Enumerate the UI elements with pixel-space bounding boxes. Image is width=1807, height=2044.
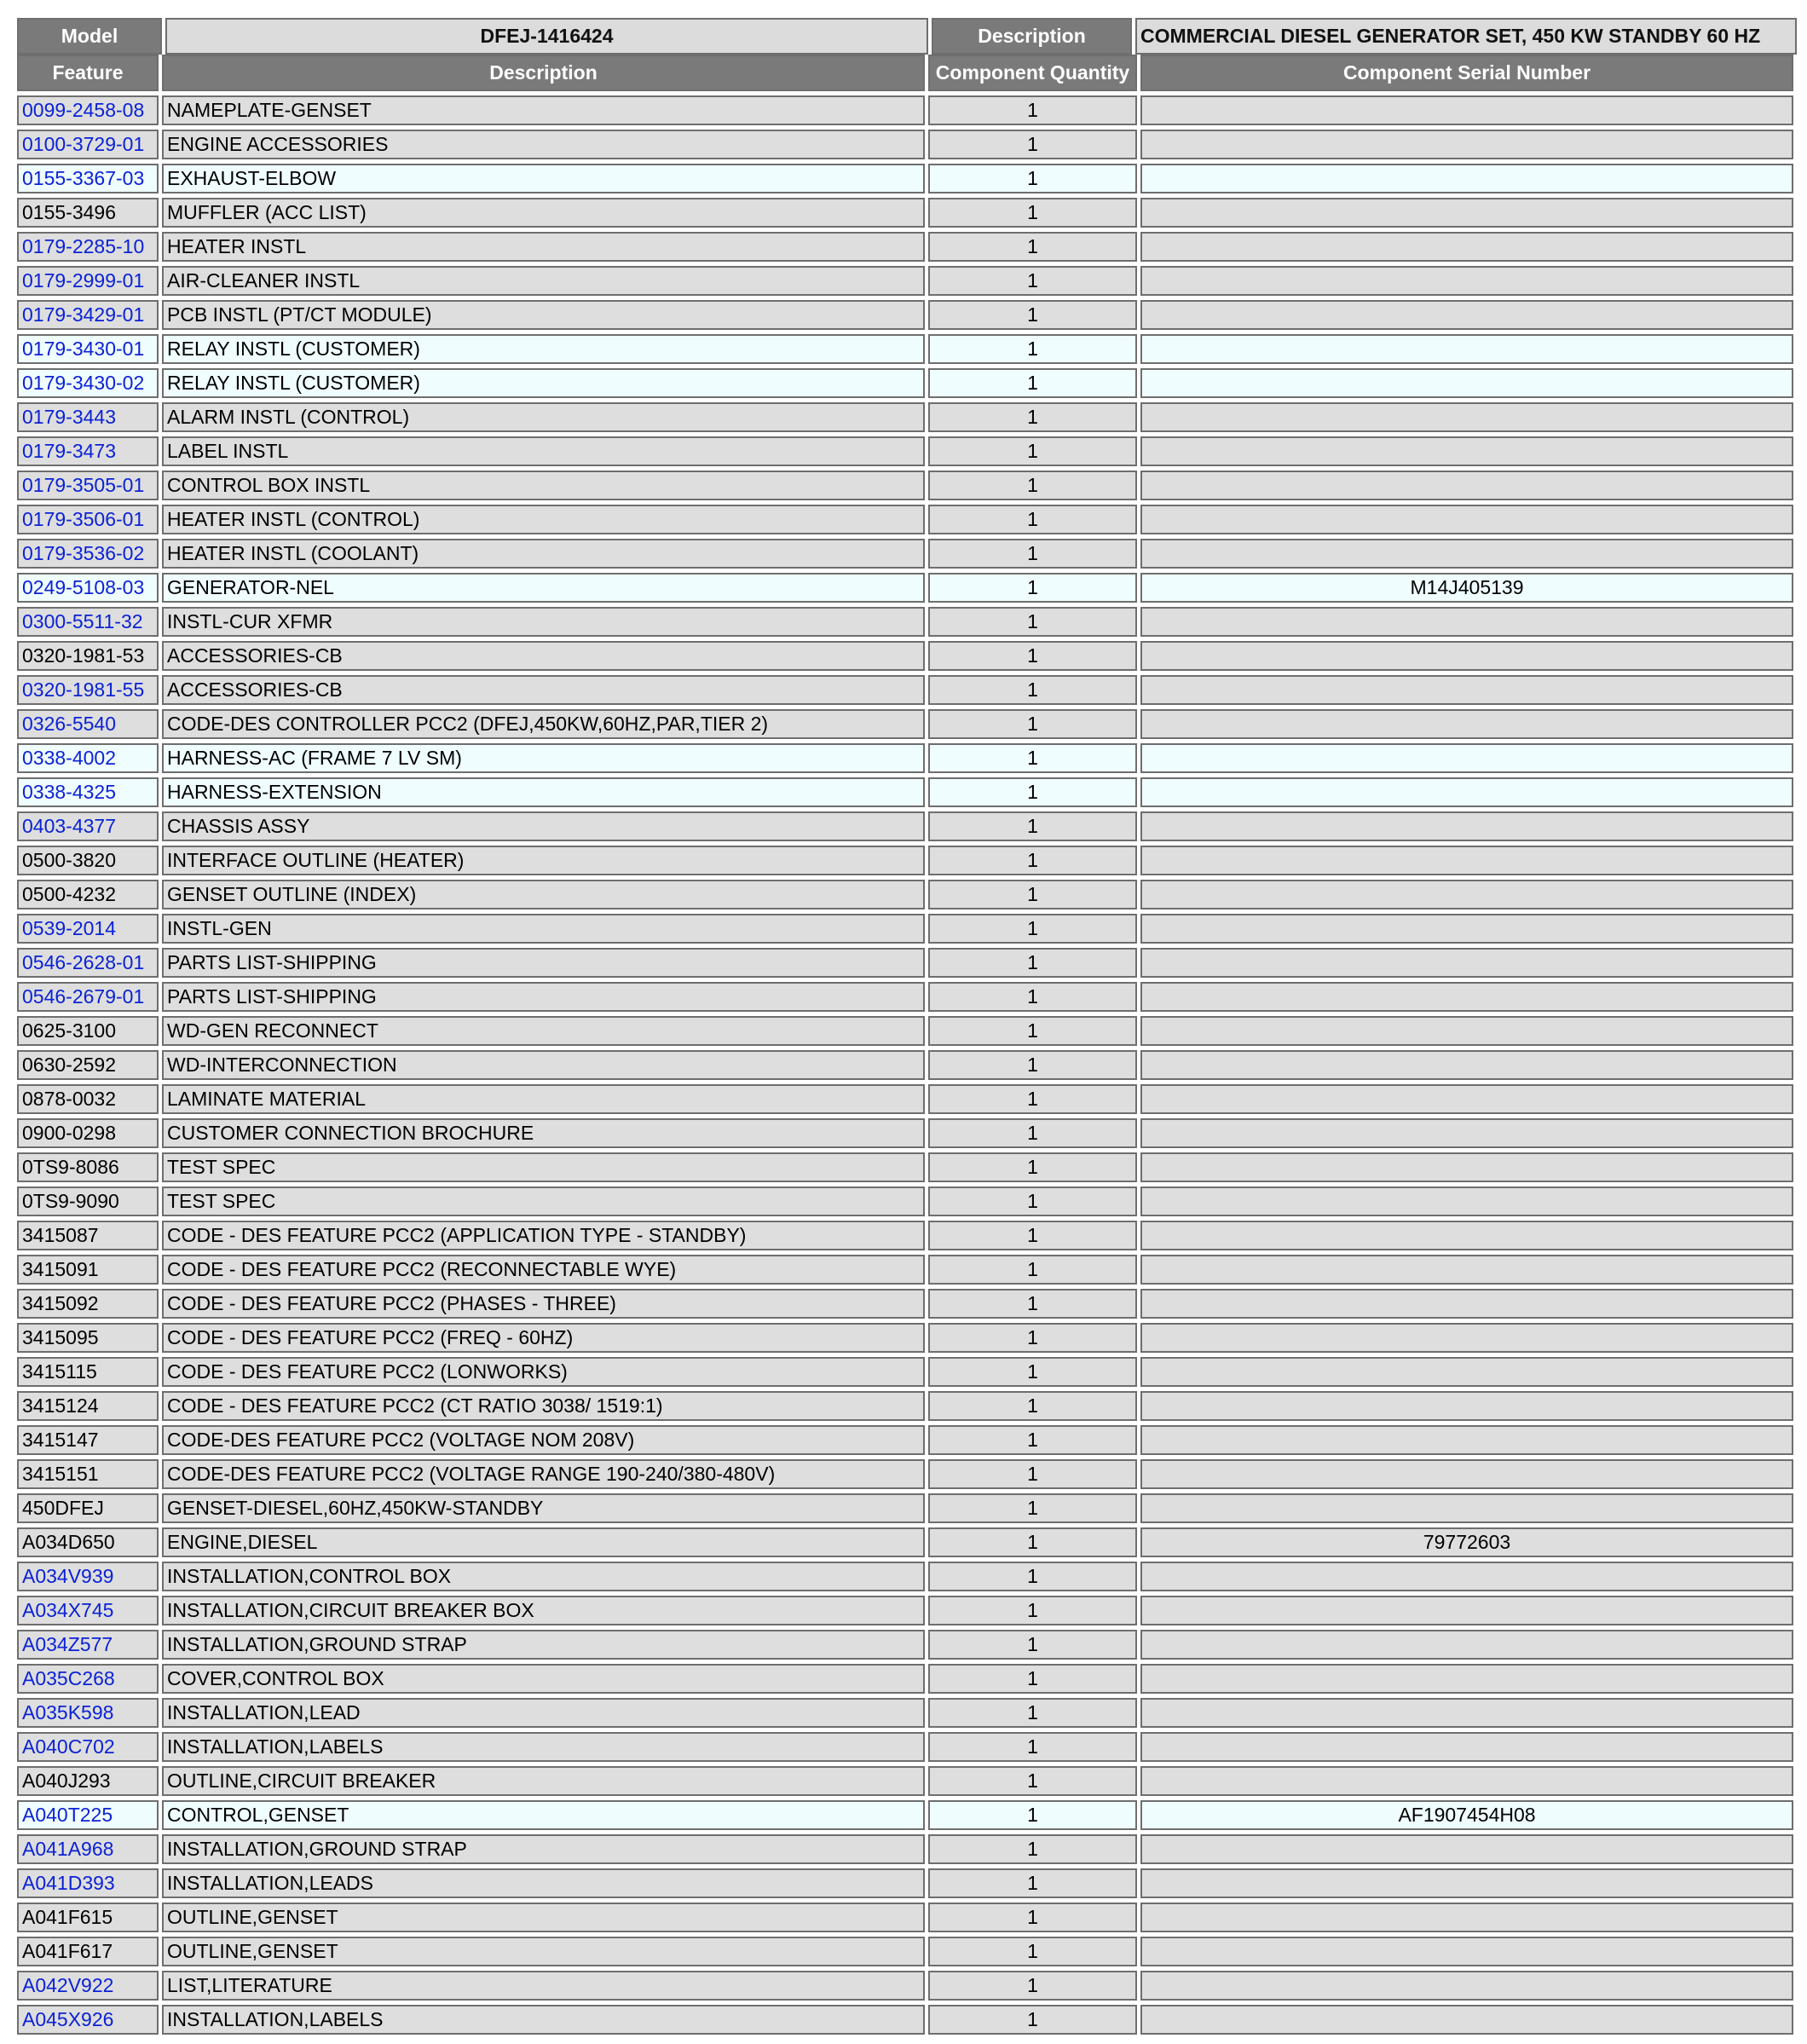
serial-number-cell	[1140, 368, 1793, 398]
feature-code: 450DFEJ	[17, 1493, 159, 1523]
description-cell: HEATER INSTL	[162, 232, 925, 262]
serial-number-cell	[1140, 982, 1793, 1012]
feature-code: A040J293	[17, 1766, 159, 1796]
quantity-cell: 1	[928, 402, 1137, 432]
feature-link[interactable]: 0179-3443	[17, 402, 159, 432]
description-cell: INSTL-CUR XFMR	[162, 607, 925, 637]
feature-code: A041F615	[17, 1903, 159, 1932]
serial-number-cell	[1140, 880, 1793, 909]
quantity-cell: 1	[928, 1698, 1137, 1728]
serial-number-cell	[1140, 641, 1793, 671]
feature-code: 3415087	[17, 1221, 159, 1250]
feature-link[interactable]: A041D393	[17, 1868, 159, 1898]
serial-number-cell	[1140, 948, 1793, 978]
description-cell: OUTLINE,GENSET	[162, 1937, 925, 1966]
description-value: COMMERCIAL DIESEL GENERATOR SET, 450 KW STANDBY 60 HZ	[1135, 18, 1797, 55]
description-cell: HEATER INSTL (COOLANT)	[162, 539, 925, 569]
quantity-cell: 1	[928, 1323, 1137, 1353]
description-cell: INSTALLATION,LABELS	[162, 1732, 925, 1762]
feature-link[interactable]: A040C702	[17, 1732, 159, 1762]
description-cell: EXHAUST-ELBOW	[162, 164, 925, 193]
table-row	[17, 1971, 1793, 2001]
quantity-cell: 1	[928, 1732, 1137, 1762]
feature-column-header: Feature	[17, 55, 159, 91]
feature-code: 3415091	[17, 1255, 159, 1285]
feature-link[interactable]: 0179-2999-01	[17, 266, 159, 296]
description-cell: CODE - DES FEATURE PCC2 (CT RATIO 3038/ 1519:1)	[162, 1391, 925, 1421]
serial-number-cell: 79772603	[1140, 1527, 1793, 1557]
table-row	[17, 1425, 1793, 1455]
quantity-cell: 1	[928, 95, 1137, 125]
description-cell: GENSET-DIESEL,60HZ,450KW-STANDBY	[162, 1493, 925, 1523]
table-row	[17, 334, 1793, 364]
feature-link[interactable]: A040T225	[17, 1800, 159, 1830]
description-cell: ALARM INSTL (CONTROL)	[162, 402, 925, 432]
table-row	[17, 880, 1793, 909]
parts-table	[14, 50, 1797, 2039]
quantity-cell: 1	[928, 743, 1137, 773]
description-cell: INSTL-GEN	[162, 914, 925, 944]
feature-code: 0630-2592	[17, 1050, 159, 1080]
feature-code: 0625-3100	[17, 1016, 159, 1046]
table-row	[17, 300, 1793, 330]
quantity-cell: 1	[928, 1834, 1137, 1864]
quantity-cell: 1	[928, 1016, 1137, 1046]
table-row	[17, 95, 1793, 125]
quantity-cell: 1	[928, 368, 1137, 398]
serial-number-cell	[1140, 709, 1793, 739]
feature-link[interactable]: A034X745	[17, 1596, 159, 1625]
quantity-cell: 1	[928, 1289, 1137, 1319]
table-row	[17, 1187, 1793, 1216]
description-cell: CODE-DES CONTROLLER PCC2 (DFEJ,450KW,60HZ,PAR,TIER 2)	[162, 709, 925, 739]
description-cell: NAMEPLATE-GENSET	[162, 95, 925, 125]
table-row	[17, 811, 1793, 841]
quantity-cell: 1	[928, 1459, 1137, 1489]
feature-code: 0878-0032	[17, 1084, 159, 1114]
serial-number-cell	[1140, 232, 1793, 262]
description-cell: CODE-DES FEATURE PCC2 (VOLTAGE NOM 208V)	[162, 1425, 925, 1455]
description-cell: LAMINATE MATERIAL	[162, 1084, 925, 1114]
table-row	[17, 539, 1793, 569]
feature-link[interactable]: 0179-3506-01	[17, 505, 159, 534]
description-cell: WD-GEN RECONNECT	[162, 1016, 925, 1046]
quantity-cell: 1	[928, 436, 1137, 466]
description-cell: CODE - DES FEATURE PCC2 (LONWORKS)	[162, 1357, 925, 1387]
description-cell: AIR-CLEANER INSTL	[162, 266, 925, 296]
table-row	[17, 1357, 1793, 1387]
model-label: Model	[17, 18, 162, 55]
quantity-cell: 1	[928, 1971, 1137, 2001]
table-row	[17, 1255, 1793, 1285]
serial-number-cell	[1140, 1903, 1793, 1932]
column-header-row	[17, 55, 1793, 91]
feature-code: 0TS9-8086	[17, 1152, 159, 1182]
quantity-cell: 1	[928, 1903, 1137, 1932]
feature-link[interactable]: 0546-2679-01	[17, 982, 159, 1012]
quantity-cell: 1	[928, 1084, 1137, 1114]
feature-link[interactable]: A035C268	[17, 1664, 159, 1694]
table-row	[17, 505, 1793, 534]
feature-link[interactable]: 0099-2458-08	[17, 95, 159, 125]
description-cell: COVER,CONTROL BOX	[162, 1664, 925, 1694]
quantity-cell: 1	[928, 1152, 1137, 1182]
feature-code: A034D650	[17, 1527, 159, 1557]
description-cell: CONTROL,GENSET	[162, 1800, 925, 1830]
serial-number-cell	[1140, 811, 1793, 841]
table-row	[17, 1289, 1793, 1319]
description-cell: HARNESS-EXTENSION	[162, 777, 925, 807]
description-cell: ENGINE ACCESSORIES	[162, 130, 925, 159]
description-cell: MUFFLER (ACC LIST)	[162, 198, 925, 228]
serial-number-cell	[1140, 1630, 1793, 1660]
description-cell: GENERATOR-NEL	[162, 573, 925, 603]
quantity-cell: 1	[928, 1493, 1137, 1523]
feature-code: 0900-0298	[17, 1118, 159, 1148]
quantity-cell: 1	[928, 1187, 1137, 1216]
serial-number-cell	[1140, 743, 1793, 773]
quantity-cell: 1	[928, 982, 1137, 1012]
serial-number-cell	[1140, 1050, 1793, 1080]
serial-number-cell	[1140, 164, 1793, 193]
feature-link[interactable]: 0326-5540	[17, 709, 159, 739]
table-row	[17, 1562, 1793, 1591]
serial-number-cell	[1140, 2005, 1793, 2035]
table-row	[17, 1323, 1793, 1353]
table-row	[17, 709, 1793, 739]
feature-link[interactable]: 0155-3367-03	[17, 164, 159, 193]
quantity-cell: 1	[928, 1527, 1137, 1557]
table-row	[17, 436, 1793, 466]
serial-number-cell	[1140, 334, 1793, 364]
table-row	[17, 1118, 1793, 1148]
quantity-cell: 1	[928, 607, 1137, 637]
serial-number-cell	[1140, 1868, 1793, 1898]
feature-link[interactable]: 0179-3473	[17, 436, 159, 466]
serial-number-cell	[1140, 1323, 1793, 1353]
table-row	[17, 1630, 1793, 1660]
quantity-cell: 1	[928, 811, 1137, 841]
quantity-cell: 1	[928, 232, 1137, 262]
serial-number-cell	[1140, 402, 1793, 432]
quantity-cell: 1	[928, 1562, 1137, 1591]
table-row	[17, 1868, 1793, 1898]
quantity-cell: 1	[928, 573, 1137, 603]
table-row	[17, 607, 1793, 637]
feature-link[interactable]: 0539-2014	[17, 914, 159, 944]
table-row	[17, 198, 1793, 228]
serial-number-cell	[1140, 1732, 1793, 1762]
serial-number-cell	[1140, 1255, 1793, 1285]
description-cell: TEST SPEC	[162, 1187, 925, 1216]
feature-code: 0TS9-9090	[17, 1187, 159, 1216]
quantity-cell: 1	[928, 300, 1137, 330]
serial-number-cell	[1140, 1766, 1793, 1796]
table-row	[17, 1834, 1793, 1864]
serial-number-cell: AF1907454H08	[1140, 1800, 1793, 1830]
feature-link[interactable]: 0179-3430-01	[17, 334, 159, 364]
description-cell: INTERFACE OUTLINE (HEATER)	[162, 846, 925, 875]
table-row	[17, 641, 1793, 671]
serial-number-cell	[1140, 1357, 1793, 1387]
serial-number-cell	[1140, 1084, 1793, 1114]
serial-number-cell	[1140, 777, 1793, 807]
quantity-cell: 1	[928, 1630, 1137, 1660]
table-row	[17, 232, 1793, 262]
table-row	[17, 1664, 1793, 1694]
feature-link[interactable]: 0338-4325	[17, 777, 159, 807]
description-cell: HEATER INSTL (CONTROL)	[162, 505, 925, 534]
quantity-cell: 1	[928, 1357, 1137, 1387]
feature-link[interactable]: 0179-2285-10	[17, 232, 159, 262]
description-cell: LABEL INSTL	[162, 436, 925, 466]
description-cell: PARTS LIST-SHIPPING	[162, 982, 925, 1012]
model-header-row	[17, 18, 1797, 55]
description-cell: OUTLINE,CIRCUIT BREAKER	[162, 1766, 925, 1796]
quantity-cell: 1	[928, 1255, 1137, 1285]
quantity-cell: 1	[928, 1221, 1137, 1250]
description-cell: CODE - DES FEATURE PCC2 (PHASES - THREE)	[162, 1289, 925, 1319]
table-row	[17, 1016, 1793, 1046]
table-row	[17, 471, 1793, 500]
description-cell: INSTALLATION,LEADS	[162, 1868, 925, 1898]
quantity-cell: 1	[928, 164, 1137, 193]
description-cell: INSTALLATION,CIRCUIT BREAKER BOX	[162, 1596, 925, 1625]
table-row	[17, 1527, 1793, 1557]
feature-link[interactable]: 0403-4377	[17, 811, 159, 841]
feature-code: 0500-4232	[17, 880, 159, 909]
quantity-cell: 1	[928, 948, 1137, 978]
serial-number-cell	[1140, 1562, 1793, 1591]
table-row	[17, 1221, 1793, 1250]
description-cell: PARTS LIST-SHIPPING	[162, 948, 925, 978]
table-row	[17, 266, 1793, 296]
feature-link[interactable]: 0338-4002	[17, 743, 159, 773]
quantity-cell: 1	[928, 1800, 1137, 1830]
parts-table-body	[17, 95, 1793, 2035]
description-cell: INSTALLATION,GROUND STRAP	[162, 1630, 925, 1660]
quantity-cell: 1	[928, 471, 1137, 500]
serial-number-cell	[1140, 1937, 1793, 1966]
description-cell: HARNESS-AC (FRAME 7 LV SM)	[162, 743, 925, 773]
feature-link[interactable]: A034V939	[17, 1562, 159, 1591]
quantity-cell: 1	[928, 334, 1137, 364]
quantity-cell: 1	[928, 198, 1137, 228]
quantity-cell: 1	[928, 1596, 1137, 1625]
feature-link[interactable]: 0100-3729-01	[17, 130, 159, 159]
quantity-column-header: Component Quantity	[928, 55, 1137, 91]
feature-code: 3415147	[17, 1425, 159, 1455]
serial-number-cell	[1140, 675, 1793, 705]
description-cell: ACCESSORIES-CB	[162, 675, 925, 705]
quantity-cell: 1	[928, 539, 1137, 569]
serial-number-cell	[1140, 300, 1793, 330]
description-cell: GENSET OUTLINE (INDEX)	[162, 880, 925, 909]
table-row	[17, 2005, 1793, 2035]
feature-code: 3415124	[17, 1391, 159, 1421]
table-row	[17, 1732, 1793, 1762]
quantity-cell: 1	[928, 880, 1137, 909]
feature-code: 3415151	[17, 1459, 159, 1489]
feature-link[interactable]: A045X926	[17, 2005, 159, 2035]
quantity-cell: 1	[928, 1050, 1137, 1080]
table-row	[17, 914, 1793, 944]
table-row	[17, 982, 1793, 1012]
serial-number-cell	[1140, 436, 1793, 466]
description-cell: INSTALLATION,GROUND STRAP	[162, 1834, 925, 1864]
serial-number-cell	[1140, 1221, 1793, 1250]
quantity-cell: 1	[928, 641, 1137, 671]
table-row	[17, 1459, 1793, 1489]
serial-number-cell	[1140, 1971, 1793, 2001]
feature-link[interactable]: 0546-2628-01	[17, 948, 159, 978]
feature-code: 3415115	[17, 1357, 159, 1387]
description-cell: ACCESSORIES-CB	[162, 641, 925, 671]
table-row	[17, 573, 1793, 603]
table-row	[17, 777, 1793, 807]
table-row	[17, 1698, 1793, 1728]
serial-number-cell	[1140, 914, 1793, 944]
table-row	[17, 846, 1793, 875]
feature-link[interactable]: 0320-1981-55	[17, 675, 159, 705]
description-label: Description	[932, 18, 1132, 55]
table-row	[17, 1766, 1793, 1796]
quantity-cell: 1	[928, 1664, 1137, 1694]
serial-number-cell	[1140, 539, 1793, 569]
feature-code: 0155-3496	[17, 198, 159, 228]
feature-code: 3415092	[17, 1289, 159, 1319]
feature-link[interactable]: 0249-5108-03	[17, 573, 159, 603]
quantity-cell: 1	[928, 1937, 1137, 1966]
feature-link[interactable]: 0300-5511-32	[17, 607, 159, 637]
description-cell: WD-INTERCONNECTION	[162, 1050, 925, 1080]
feature-link[interactable]: 0179-3536-02	[17, 539, 159, 569]
quantity-cell: 1	[928, 1118, 1137, 1148]
table-row	[17, 1152, 1793, 1182]
serial-number-cell	[1140, 1391, 1793, 1421]
serial-number-cell: M14J405139	[1140, 573, 1793, 603]
quantity-cell: 1	[928, 675, 1137, 705]
quantity-cell: 1	[928, 266, 1137, 296]
description-cell: PCB INSTL (PT/CT MODULE)	[162, 300, 925, 330]
table-row	[17, 130, 1793, 159]
description-cell: OUTLINE,GENSET	[162, 1903, 925, 1932]
table-row	[17, 1391, 1793, 1421]
table-row	[17, 1937, 1793, 1966]
model-value: DFEJ-1416424	[165, 18, 928, 55]
table-row	[17, 1084, 1793, 1114]
feature-code: A041F617	[17, 1937, 159, 1966]
quantity-cell: 1	[928, 1391, 1137, 1421]
feature-code: 0320-1981-53	[17, 641, 159, 671]
page-content	[14, 14, 1793, 2039]
quantity-cell: 1	[928, 505, 1137, 534]
feature-link[interactable]: A042V922	[17, 1971, 159, 2001]
quantity-cell: 1	[928, 130, 1137, 159]
table-row	[17, 743, 1793, 773]
description-cell: CODE - DES FEATURE PCC2 (RECONNECTABLE WYE)	[162, 1255, 925, 1285]
description-column-header: Description	[162, 55, 925, 91]
serial-number-cell	[1140, 471, 1793, 500]
table-row	[17, 1903, 1793, 1932]
quantity-cell: 1	[928, 846, 1137, 875]
quantity-cell: 1	[928, 1425, 1137, 1455]
serial-number-cell	[1140, 607, 1793, 637]
description-cell: CODE - DES FEATURE PCC2 (FREQ - 60HZ)	[162, 1323, 925, 1353]
table-row	[17, 948, 1793, 978]
serial-number-cell	[1140, 1016, 1793, 1046]
serial-number-cell	[1140, 1493, 1793, 1523]
serial-number-cell	[1140, 1698, 1793, 1728]
feature-link[interactable]: A034Z577	[17, 1630, 159, 1660]
table-row	[17, 1493, 1793, 1523]
quantity-cell: 1	[928, 2005, 1137, 2035]
serial-number-cell	[1140, 1425, 1793, 1455]
serial-number-cell	[1140, 1118, 1793, 1148]
table-row	[17, 164, 1793, 193]
feature-code: 0500-3820	[17, 846, 159, 875]
description-cell: CODE-DES FEATURE PCC2 (VOLTAGE RANGE 190-240/380-480V)	[162, 1459, 925, 1489]
description-cell: ENGINE,DIESEL	[162, 1527, 925, 1557]
feature-link[interactable]: A035K598	[17, 1698, 159, 1728]
feature-link[interactable]: 0179-3429-01	[17, 300, 159, 330]
serial-number-cell	[1140, 1459, 1793, 1489]
serial-number-cell	[1140, 1187, 1793, 1216]
description-cell: RELAY INSTL (CUSTOMER)	[162, 368, 925, 398]
quantity-cell: 1	[928, 777, 1137, 807]
description-cell: CONTROL BOX INSTL	[162, 471, 925, 500]
quantity-cell: 1	[928, 1766, 1137, 1796]
table-row	[17, 368, 1793, 398]
serial-column-header: Component Serial Number	[1140, 55, 1793, 91]
description-cell: INSTALLATION,LABELS	[162, 2005, 925, 2035]
quantity-cell: 1	[928, 709, 1137, 739]
description-cell: LIST,LITERATURE	[162, 1971, 925, 2001]
feature-link[interactable]: 0179-3430-02	[17, 368, 159, 398]
serial-number-cell	[1140, 1596, 1793, 1625]
serial-number-cell	[1140, 1289, 1793, 1319]
quantity-cell: 1	[928, 1868, 1137, 1898]
feature-code: 3415095	[17, 1323, 159, 1353]
feature-link[interactable]: A041A968	[17, 1834, 159, 1864]
table-row	[17, 1800, 1793, 1830]
serial-number-cell	[1140, 198, 1793, 228]
quantity-cell: 1	[928, 914, 1137, 944]
serial-number-cell	[1140, 130, 1793, 159]
serial-number-cell	[1140, 1834, 1793, 1864]
table-row	[17, 1596, 1793, 1625]
feature-link[interactable]: 0179-3505-01	[17, 471, 159, 500]
serial-number-cell	[1140, 266, 1793, 296]
description-cell: CHASSIS ASSY	[162, 811, 925, 841]
description-cell: CUSTOMER CONNECTION BROCHURE	[162, 1118, 925, 1148]
serial-number-cell	[1140, 1152, 1793, 1182]
description-cell: INSTALLATION,CONTROL BOX	[162, 1562, 925, 1591]
serial-number-cell	[1140, 505, 1793, 534]
table-row	[17, 402, 1793, 432]
description-cell: RELAY INSTL (CUSTOMER)	[162, 334, 925, 364]
description-cell: INSTALLATION,LEAD	[162, 1698, 925, 1728]
table-row	[17, 1050, 1793, 1080]
serial-number-cell	[1140, 95, 1793, 125]
serial-number-cell	[1140, 1664, 1793, 1694]
serial-number-cell	[1140, 846, 1793, 875]
description-cell: CODE - DES FEATURE PCC2 (APPLICATION TYPE - STANDBY)	[162, 1221, 925, 1250]
description-cell: TEST SPEC	[162, 1152, 925, 1182]
table-row	[17, 675, 1793, 705]
